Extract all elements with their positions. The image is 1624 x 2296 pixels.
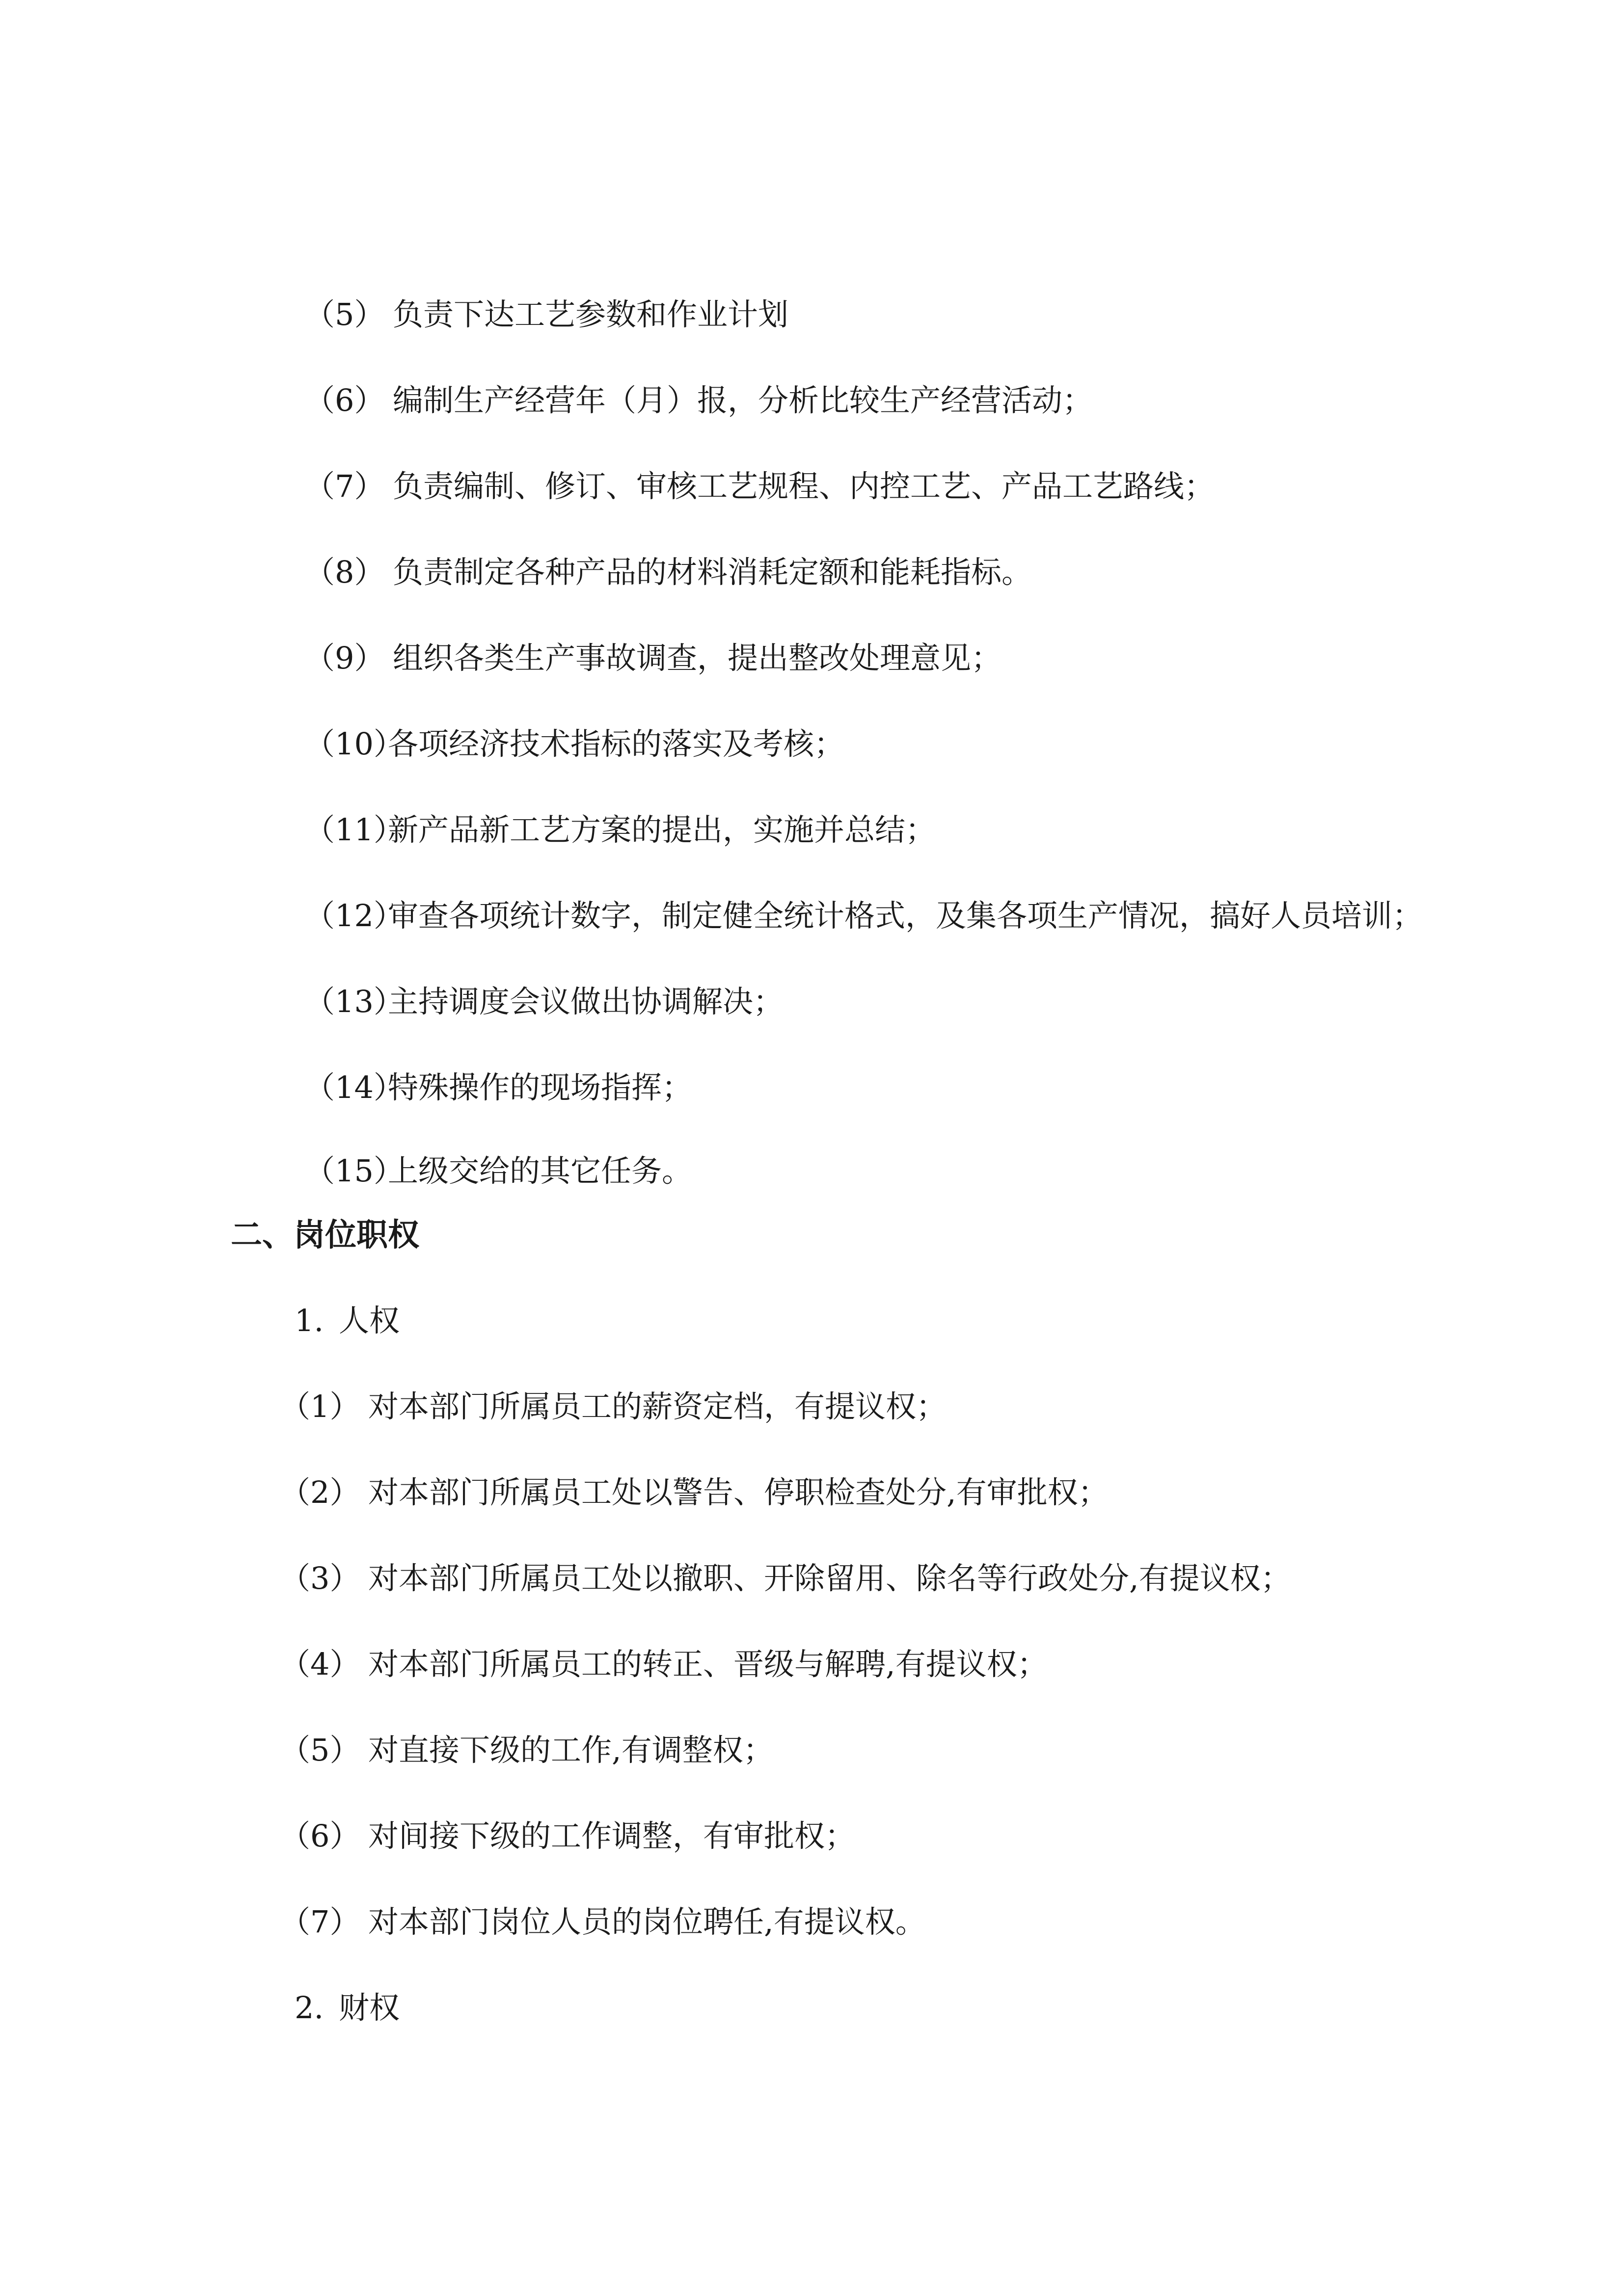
item-text: 上级交给的其它任务。 xyxy=(388,1153,693,1189)
item-text: 对本部门所属员工的薪资定档，有提议权； xyxy=(368,1388,947,1424)
subsection-number: 2. xyxy=(295,1990,324,2026)
item-number: （2） xyxy=(280,1474,360,1510)
item-number: （1） xyxy=(280,1388,360,1424)
subsection-label: 财权 xyxy=(339,1990,400,2026)
list-item xyxy=(280,1732,774,1768)
list-item xyxy=(304,382,1093,418)
subsection-number: 1. xyxy=(295,1303,324,1338)
item-text: 对间接下级的工作调整，有审批权； xyxy=(368,1818,856,1854)
item-number: （6） xyxy=(280,1818,360,1854)
list-item xyxy=(280,1474,1109,1510)
item-text: 对本部门所属员工的转正、晋级与解聘,有提议权； xyxy=(368,1646,1048,1682)
list-item xyxy=(280,1818,856,1854)
item-number: （4） xyxy=(280,1646,360,1682)
list-item xyxy=(304,296,789,332)
item-text: 对本部门所属员工处以警告、停职检查处分,有审批权； xyxy=(368,1474,1109,1510)
item-text: 特殊操作的现场指挥； xyxy=(388,1069,693,1105)
list-item xyxy=(304,898,1423,934)
item-number: （5） xyxy=(280,1732,360,1768)
item-text: 各项经济技术指标的落实及考核； xyxy=(388,726,845,762)
item-number: （15） xyxy=(304,1153,404,1189)
list-item xyxy=(304,984,784,1019)
list-item xyxy=(304,468,1215,504)
item-number: （8） xyxy=(304,554,385,590)
list-item xyxy=(304,726,845,762)
item-number: （5） xyxy=(304,296,385,332)
item-text: 编制生产经营年（月）报，分析比较生产经营活动； xyxy=(393,382,1093,418)
item-text: 对本部门岗位人员的岗位聘任,有提议权。 xyxy=(368,1904,926,1940)
list-item xyxy=(304,1069,693,1105)
item-text: 新产品新工艺方案的提出，实施并总结； xyxy=(388,812,936,848)
item-text: 组织各类生产事故调查，提出整改处理意见； xyxy=(393,640,1002,676)
item-number: （7） xyxy=(304,468,385,504)
subsection-label: 人权 xyxy=(339,1303,400,1338)
item-number: （12） xyxy=(304,898,404,934)
list-item xyxy=(280,1388,947,1424)
item-number: （9） xyxy=(304,640,385,676)
item-text: 负责制定各种产品的材料消耗定额和能耗指标。 xyxy=(393,554,1032,590)
item-number: （13） xyxy=(304,984,404,1019)
item-text: 负责编制、修订、审核工艺规程、内控工艺、产品工艺路线； xyxy=(393,468,1215,504)
list-item xyxy=(304,640,1002,676)
list-item xyxy=(304,1153,693,1189)
item-number: （3） xyxy=(280,1560,360,1596)
item-text: 主持调度会议做出协调解决； xyxy=(388,984,784,1019)
subsection-heading xyxy=(295,1303,400,1338)
list-item xyxy=(280,1904,926,1940)
section-heading: 二、岗位职权 xyxy=(231,1217,419,1254)
list-item xyxy=(280,1646,1048,1682)
item-number: （14） xyxy=(304,1069,404,1105)
list-item xyxy=(280,1560,1291,1596)
item-number: （7） xyxy=(280,1904,360,1940)
item-number: （11） xyxy=(304,812,404,848)
item-text: 负责下达工艺参数和作业计划 xyxy=(393,296,789,332)
list-item xyxy=(304,554,1032,590)
subsection-heading xyxy=(295,1990,400,2026)
item-text: 对本部门所属员工处以撤职、开除留用、除名等行政处分,有提议权； xyxy=(368,1560,1291,1596)
item-number: （6） xyxy=(304,382,385,418)
item-text: 审查各项统计数字，制定健全统计格式，及集各项生产情况，搞好人员培训； xyxy=(388,898,1423,934)
item-text: 对直接下级的工作,有调整权； xyxy=(368,1732,774,1768)
item-number: （10） xyxy=(304,726,404,762)
list-item xyxy=(304,812,936,848)
